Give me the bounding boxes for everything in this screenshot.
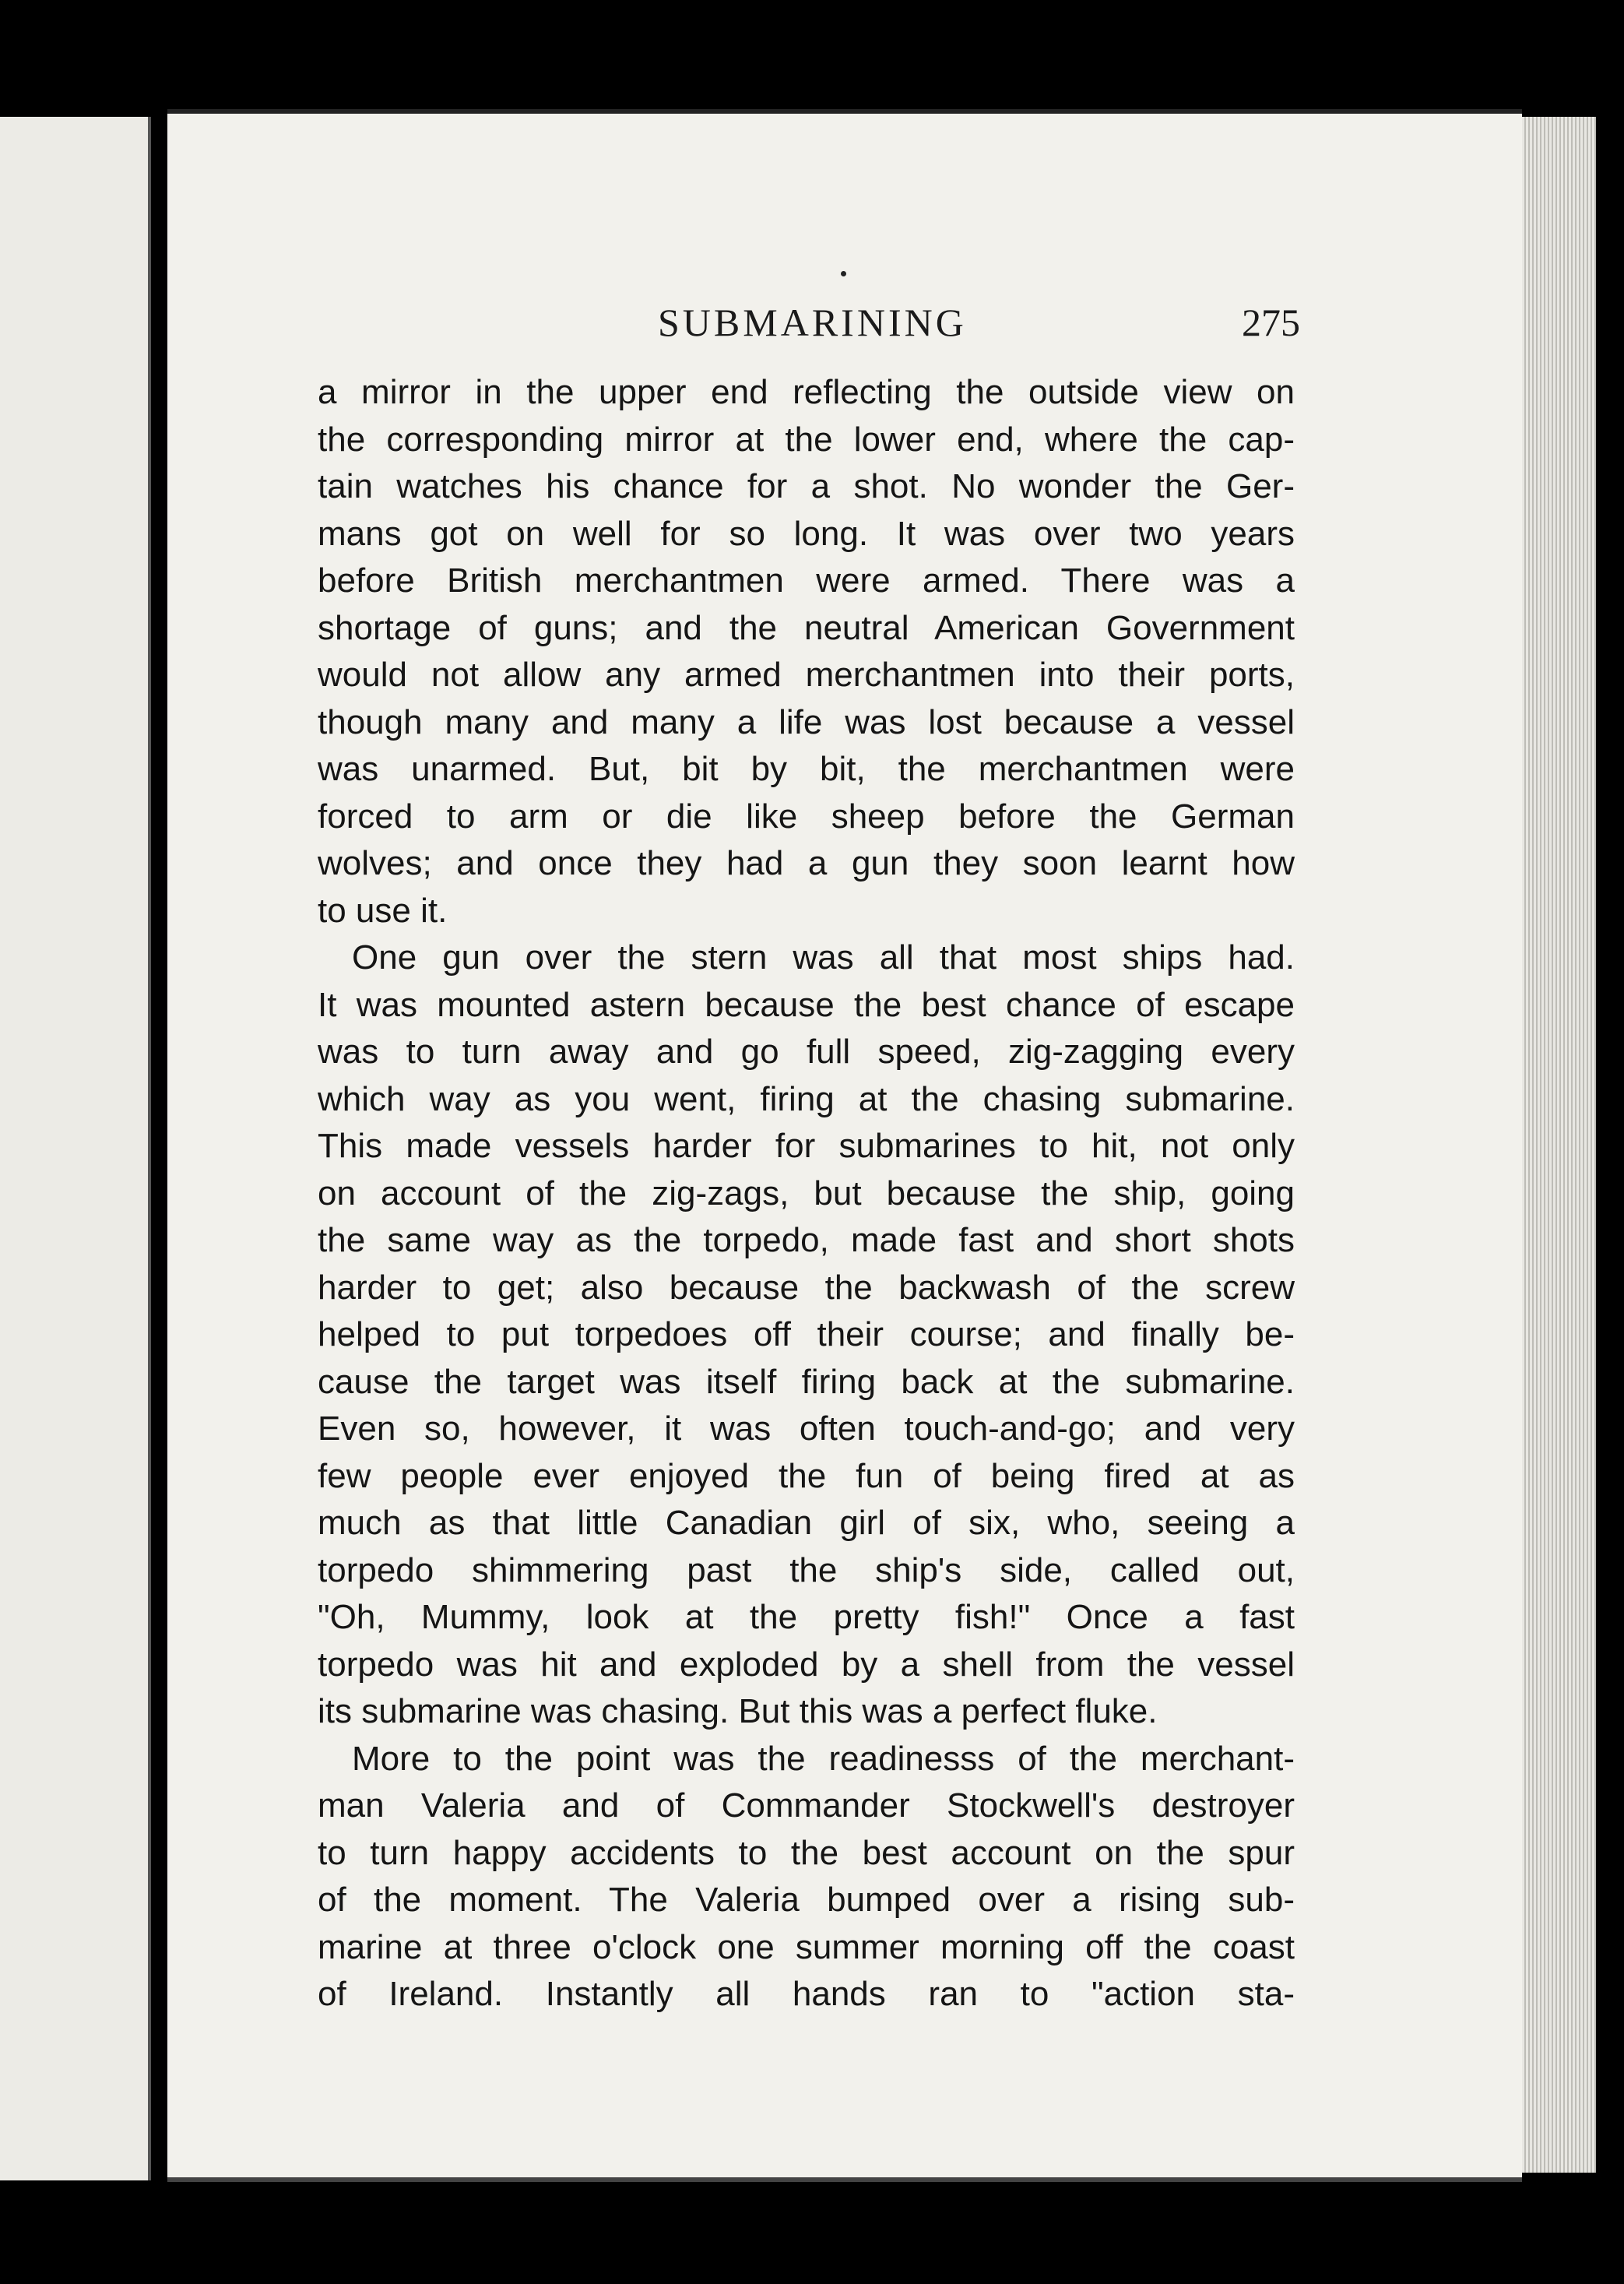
text-line: helped to put torpedoes off their course; and finally be- <box>318 1315 1295 1353</box>
text-line: harder to get; also because the backwash of the screw <box>318 1268 1295 1307</box>
text-line: One gun over the stern was all that most ships had. <box>352 938 1295 977</box>
text-line: More to the point was the readinesss of the merchant- <box>352 1739 1295 1778</box>
text-line: its submarine was chasing. But this was a perfect fluke. <box>318 1692 1158 1730</box>
text-line: mans got on well for so long. It was over two years <box>318 514 1295 553</box>
text-line: the corresponding mirror at the lower end, where the cap- <box>318 420 1295 459</box>
text-line: though many and many a life was lost because a vessel <box>318 702 1295 741</box>
text-line: was to turn away and go full speed, zig-zagging every <box>318 1033 1295 1071</box>
text-line: to use it. <box>318 891 448 930</box>
body-text <box>318 369 1295 2018</box>
text-line: few people ever enjoyed the fun of being fired at as <box>318 1456 1295 1495</box>
running-head: SUBMARINING <box>658 301 967 344</box>
text-line: before British merchantmen were armed. There was a <box>318 561 1295 600</box>
text-line: which way as you went, firing at the chasing submarine. <box>318 1079 1295 1118</box>
text-line: "Oh, Mummy, look at the pretty fish!" Once a fast <box>318 1598 1295 1636</box>
text-line: cause the target was itself firing back at the submarine. <box>318 1362 1295 1401</box>
text-line: would not allow any armed merchantmen into their ports, <box>318 656 1295 694</box>
text-line: wolves; and once they had a gun they soon learnt how <box>318 844 1295 882</box>
text-line: of the moment. The Valeria bumped over a rising sub- <box>318 1881 1295 1919</box>
text-line: It was mounted astern because the best chance of escape <box>318 985 1295 1024</box>
text-line: Even so, however, it was often touch-and-go; and very <box>318 1409 1295 1448</box>
text-line: much as that little Canadian girl of six, who, seeing a <box>318 1504 1295 1542</box>
text-line: torpedo was hit and exploded by a shell from the vessel <box>318 1645 1295 1684</box>
page-number: 275 <box>1242 301 1300 344</box>
text-line: the same way as the torpedo, made fast and short shots <box>318 1221 1295 1259</box>
text-line: of Ireland. Instantly all hands ran to "action sta- <box>318 1975 1295 2013</box>
page-stack-edge <box>1522 117 1596 2173</box>
page-header <box>490 300 1300 354</box>
text-line: This made vessels harder for submarines to hit, not only <box>318 1127 1295 1165</box>
text-line: to turn happy accidents to the best account on the spur <box>318 1833 1295 1872</box>
text-line: was unarmed. But, bit by bit, the merchantmen were <box>318 750 1295 788</box>
facing-page-edge <box>0 117 151 2180</box>
text-line: shortage of guns; and the neutral American Government <box>318 608 1295 647</box>
text-line: marine at three o'clock one summer morning off the coast <box>318 1927 1295 1966</box>
text-line: man Valeria and of Commander Stockwell's destroyer <box>318 1786 1295 1825</box>
text-line: forced to arm or die like sheep before the German <box>318 797 1295 836</box>
text-line: a mirror in the upper end reflecting the outside view on <box>318 373 1295 411</box>
text-line: on account of the zig-zags, but because the ship, going <box>318 1174 1295 1212</box>
text-line: torpedo shimmering past the ship's side, called out, <box>318 1550 1295 1589</box>
text-line: tain watches his chance for a shot. No wonder the Ger- <box>318 467 1295 505</box>
printer-mark <box>841 271 846 276</box>
